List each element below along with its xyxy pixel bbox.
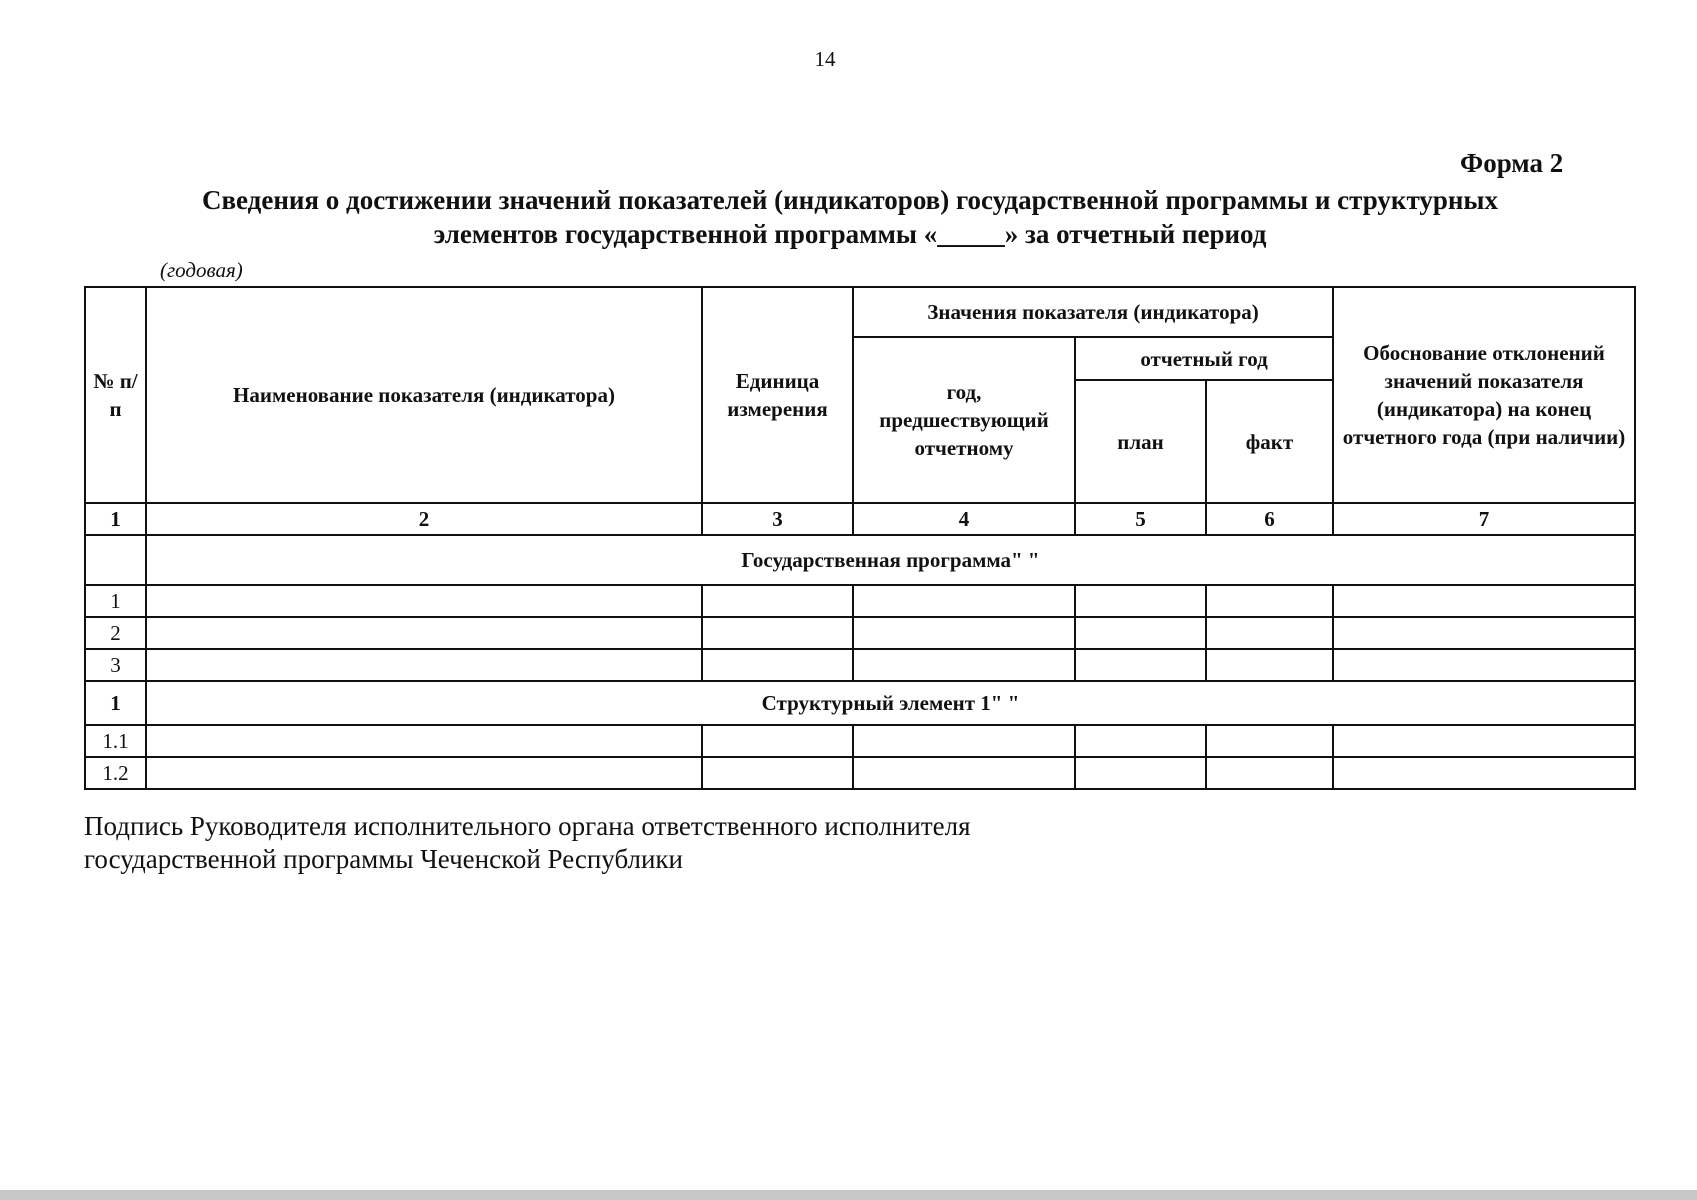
cell-indicator-name[interactable] <box>146 617 702 649</box>
cell-indicator-name[interactable] <box>146 757 702 789</box>
section-title-structural-element: Структурный элемент 1" " <box>146 681 1635 725</box>
signature-block <box>84 810 971 876</box>
cell-previous-year[interactable] <box>853 757 1075 789</box>
cell-previous-year[interactable] <box>853 649 1075 681</box>
cell-fact[interactable] <box>1206 757 1333 789</box>
cell-justification[interactable] <box>1333 757 1635 789</box>
column-number: 2 <box>146 503 702 535</box>
column-number: 4 <box>853 503 1075 535</box>
header-report-year: отчетный год <box>1075 337 1333 380</box>
form-label: Форма 2 <box>1460 148 1564 178</box>
column-number: 3 <box>702 503 853 535</box>
header-fact: факт <box>1206 380 1333 503</box>
cell-previous-year[interactable] <box>853 617 1075 649</box>
cell-plan[interactable] <box>1075 649 1206 681</box>
cell-unit[interactable] <box>702 585 853 617</box>
table-row <box>85 585 1635 617</box>
cell-justification[interactable] <box>1333 725 1635 757</box>
cell-plan[interactable] <box>1075 585 1206 617</box>
column-number: 7 <box>1333 503 1635 535</box>
document-title-line-2: элементов государственной программы «_____» за отчетный период <box>433 219 1267 249</box>
cell-indicator-name[interactable] <box>146 585 702 617</box>
cell-unit[interactable] <box>702 757 853 789</box>
header-previous-year: год, предшествующий отчетному <box>853 337 1075 503</box>
cell-fact[interactable] <box>1206 649 1333 681</box>
cell-indicator-name[interactable] <box>146 649 702 681</box>
cell-unit[interactable] <box>702 725 853 757</box>
cell-previous-year[interactable] <box>853 725 1075 757</box>
table-row <box>85 649 1635 681</box>
header-num: № п/п <box>85 287 146 503</box>
table-row <box>85 725 1635 757</box>
signature-line-1: Подпись Руководителя исполнительного органа ответственного исполнителя <box>84 811 971 841</box>
cell-justification[interactable] <box>1333 585 1635 617</box>
cell-fact[interactable] <box>1206 617 1333 649</box>
section-number <box>85 535 146 585</box>
section-number: 1 <box>85 681 146 725</box>
page-number: 14 <box>814 47 836 71</box>
document-title-line-1: Сведения о достижении значений показателей (индикаторов) государственной программы и структурных <box>201 185 1499 215</box>
header-plan: план <box>1075 380 1206 503</box>
cell-plan[interactable] <box>1075 725 1206 757</box>
column-numbers-row <box>85 503 1635 535</box>
signature-line-2: государственной программы Чеченской Республики <box>84 844 683 874</box>
cell-plan[interactable] <box>1075 617 1206 649</box>
row-number: 3 <box>85 649 146 681</box>
cell-plan[interactable] <box>1075 757 1206 789</box>
table-row <box>85 617 1635 649</box>
row-number: 2 <box>85 617 146 649</box>
header-indicator-name: Наименование показателя (индикатора) <box>146 287 702 503</box>
scan-edge-strip <box>0 1190 1697 1200</box>
section-row-structural-element <box>85 681 1635 725</box>
section-title-program: Государственная программа" " <box>146 535 1635 585</box>
table-row <box>85 757 1635 789</box>
cell-justification[interactable] <box>1333 649 1635 681</box>
column-number: 5 <box>1075 503 1206 535</box>
row-number: 1.2 <box>85 757 146 789</box>
cell-unit[interactable] <box>702 649 853 681</box>
row-number: 1 <box>85 585 146 617</box>
column-number: 6 <box>1206 503 1333 535</box>
section-row-program <box>85 535 1635 585</box>
cell-fact[interactable] <box>1206 725 1333 757</box>
header-unit: Единица измерения <box>702 287 853 503</box>
column-number: 1 <box>85 503 146 535</box>
report-period-type: (годовая) <box>160 258 243 282</box>
row-number: 1.1 <box>85 725 146 757</box>
header-values-group: Значения показателя (индикатора) <box>853 287 1333 337</box>
cell-unit[interactable] <box>702 617 853 649</box>
cell-fact[interactable] <box>1206 585 1333 617</box>
cell-indicator-name[interactable] <box>146 725 702 757</box>
cell-previous-year[interactable] <box>853 585 1075 617</box>
header-justification: Обоснование отклонений значений показателя (индикатора) на конец отчетного года (при наличии) <box>1333 287 1635 503</box>
indicators-table <box>84 286 1636 790</box>
cell-justification[interactable] <box>1333 617 1635 649</box>
document-title <box>150 183 1550 251</box>
